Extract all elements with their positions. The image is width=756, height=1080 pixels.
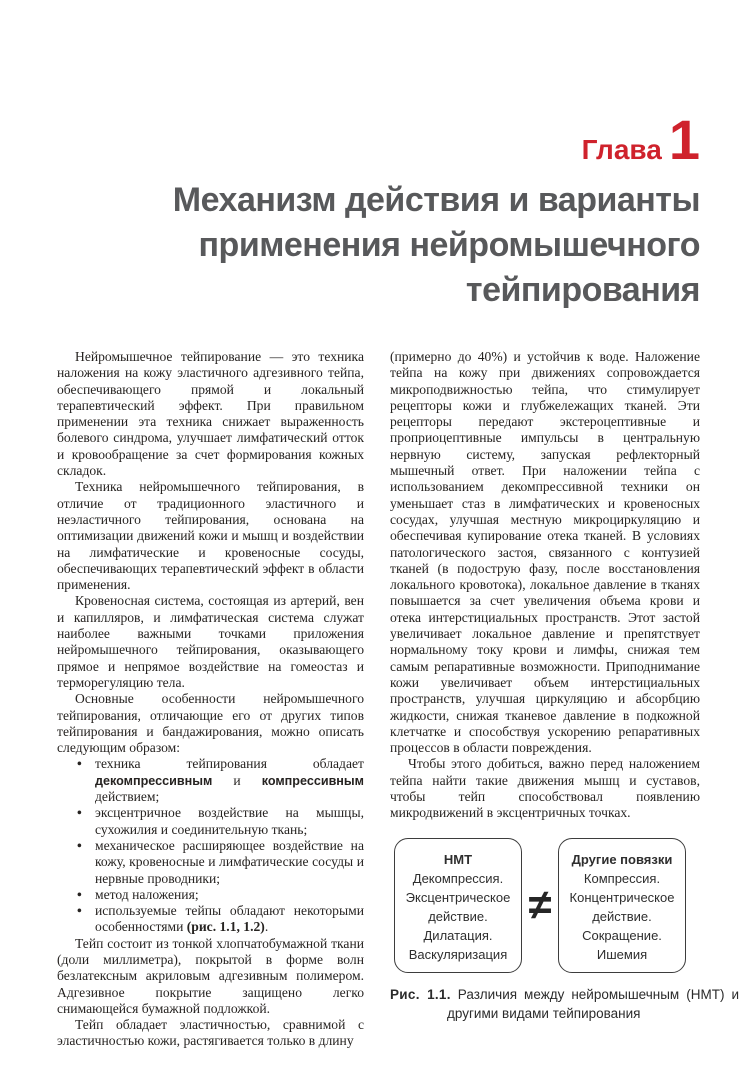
left-column xyxy=(57,349,364,1050)
figure-diagram xyxy=(390,838,700,973)
other-bandages-box-line: Концентрическое действие. xyxy=(569,889,675,924)
nmt-box-line: Васкуляризация xyxy=(408,946,508,962)
paragraph: Тейп обладает эластичностью, сравнимой с эластичностью кожи, растягивается только в длину xyxy=(57,1017,364,1049)
bullet-text: . xyxy=(264,919,269,935)
figure-caption-text: Различия между нейромышечным (НМТ) и другими видами тейпирования xyxy=(447,986,739,1021)
right-column xyxy=(390,349,739,1050)
page-title-line-1: Механизм действия и варианты xyxy=(172,181,700,219)
bullet-text: техника тейпирования обладает xyxy=(95,756,364,772)
features-bullet-list xyxy=(57,756,364,935)
other-bandages-box-title: Другие повязки xyxy=(571,851,673,867)
figure-reference: (рис. 1.1, 1.2) xyxy=(186,919,265,935)
figure-caption xyxy=(390,985,739,1023)
list-item: • метод наложения; xyxy=(57,887,364,903)
page-content xyxy=(57,0,739,1050)
paragraph: Основные особенности нейромышечного тейпирования, отличающие его от других типов тейпирования и бандажирования, можно описать следующим образом: xyxy=(57,691,364,756)
bullet-bold-term: декомпрессивным xyxy=(95,773,213,788)
paragraph: Нейромышечное тейпирование — это техника наложения на кожу эластичного адгезивного тейпа, обеспечивающего прямой и локальный терапевтический эффект. При правильном применении эта техника снижает выраженность болевого синдрома, улучшает лимфатический отток и кровообращение за счет формирования кожных складок. xyxy=(57,349,364,479)
list-item: • механическое расширяющее воздействие на кожу, кровеносные и лимфатические сосуды и нервные проводники; xyxy=(57,838,364,887)
paragraph: Техника нейромышечного тейпирования, в отличие от традиционного эластичного и неэластичного тейпирования, основана на оптимизации движений кожи и мышц и воздействии на лимфатические и кровеносные сосуды, обеспечивающих терапевтический эффект в области применения. xyxy=(57,479,364,593)
paragraph: Чтобы этого добиться, важно перед наложением тейпа найти такие движения мышц и суставов, чтобы тейп способствовал появлению микродвижений в эксцентричных точках. xyxy=(390,756,700,821)
chapter-number: 1 xyxy=(668,108,700,171)
other-bandages-box-line: Сокращение. xyxy=(582,927,662,943)
list-item xyxy=(57,903,364,936)
nmt-box-line: Дилатация. xyxy=(423,927,493,943)
nmt-box xyxy=(394,838,522,973)
chapter-label: Глава xyxy=(581,134,662,165)
other-bandages-box-line: Компрессия. xyxy=(583,870,661,886)
figure-1-1 xyxy=(390,838,739,1023)
other-bandages-box xyxy=(558,838,686,973)
chapter-heading xyxy=(57,108,700,171)
bullet-bold-term: компрессивным xyxy=(261,773,364,788)
bullet-text: используемые тейпы обладают некоторыми особенностями xyxy=(95,903,364,935)
list-item: • эксцентричное воздействие на мышцы, сухожилия и соединительную ткань; xyxy=(57,805,364,838)
list-item xyxy=(57,756,364,805)
figure-caption-label: Рис. 1.1. xyxy=(390,986,451,1002)
paragraph: (примерно до 40%) и устойчив к воде. Наложение тейпа на кожу при движениях сопровождается микроподвижностью тейпа, что стимулирует рецепторы кожи и глубжележащих тканей. Эти рецепторы передают экстероцептивные и проприоцептивные импульсы в центральную нервную систему, запуская рефлекторный мышечный ответ. При наложении тейпа с использованием декомпрессивной техники он уменьшает стаз в лимфатических и кровеносных сосудах, улучшая местную микроциркуляцию и обеспечивая купирование отека тканей. В условиях патологического застоя, связанного с контузией тканей (в подострую фазу, после восстановления локального кровотока), локальное давление в тканях повышается за счет увеличения объема крови и отека интерстициальных пространств. Этот застой увеличивает локальное давление и препятствует нормальному току крови и лимфы, снижая тем самым репаративные возможности. Приподнимание кожи увеличивает объем интерстициальных пространств, улучшая циркуляцию и абсорбцию жидкости, снижая тканевое давление в подкожной клетчатке и способствуя ускорению репаративных процессов в области повреждения. xyxy=(390,349,700,756)
paragraph: Кровеносная система, состоящая из артерий, вен и капилляров, и лимфатическая система служат наиболее важными точками приложения нейромышечного тейпирования, оказывающего прямое и непрямое воздействие на гомеостаз и терморегуляцию тела. xyxy=(57,593,364,690)
other-bandages-box-line: Ишемия xyxy=(596,946,648,962)
nmt-box-line: Декомпрессия. xyxy=(412,870,504,886)
not-equal-icon: ≠ xyxy=(528,880,552,928)
page-title-line-2: применения нейромышечного xyxy=(198,226,700,264)
body-columns xyxy=(57,349,739,1050)
nmt-box-line: Эксцентрическое действие. xyxy=(405,889,511,924)
nmt-box-title: НМТ xyxy=(443,851,473,867)
bullet-text: и xyxy=(212,772,262,788)
bullet-text: действием; xyxy=(95,789,160,805)
page-title xyxy=(57,178,700,313)
page-title-line-3: тейпирования xyxy=(465,271,700,309)
paragraph: Тейп состоит из тонкой хлопчатобумажной ткани (доли миллиметра), покрытой в форме волн безлатексным акриловым адгезивным полимером. Адгезивное покрытие защищено легко снимающейся бумажной подложкой. xyxy=(57,935,364,1016)
